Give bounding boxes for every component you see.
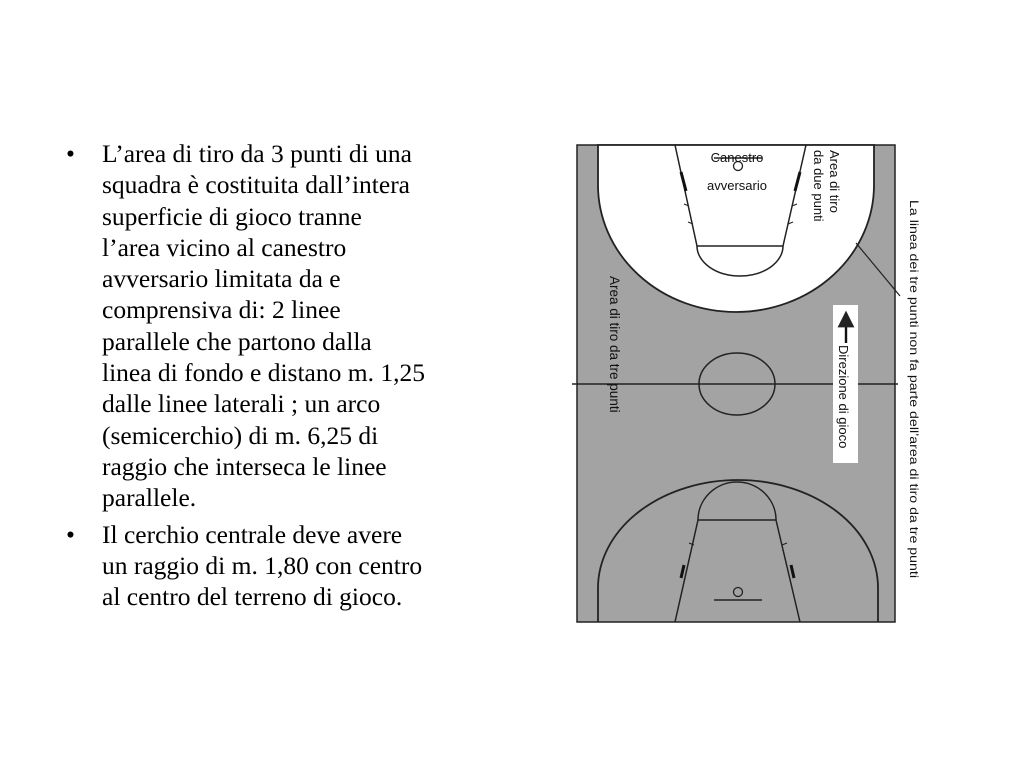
bullet-line: (semicerchio) di m. 6,25 di bbox=[102, 420, 379, 450]
bullet-line: squadra è costituita dall’intera bbox=[102, 170, 411, 200]
bullet-line: comprensiva di: 2 linee bbox=[102, 295, 341, 325]
label-linea-tre-punti: La linea dei tre punti non fa parte dell’area di tiro da tre punti bbox=[907, 200, 920, 510]
bullet-icon: • bbox=[66, 139, 75, 168]
label-direzione: Direzione di gioco bbox=[836, 345, 851, 449]
bullet-line: parallele. bbox=[102, 483, 197, 513]
bullet-icon: • bbox=[66, 519, 75, 549]
court-diagram bbox=[568, 136, 948, 631]
bullet-line: dalle linee laterali ; un arco bbox=[102, 389, 381, 419]
bullet-list bbox=[62, 138, 507, 612]
bullet-line: raggio che interseca le linee bbox=[102, 451, 387, 481]
label-due-punti-2: da due punti bbox=[811, 150, 826, 222]
court-diagram-svg bbox=[568, 136, 948, 631]
label-due-punti-1: Area di tiro bbox=[827, 150, 842, 213]
bullet-line: al centro del terreno di gioco. bbox=[102, 582, 403, 612]
label-canestro: Canestro bbox=[710, 150, 764, 165]
bullet-line: avversario limitata da e bbox=[102, 264, 341, 294]
bullet-line: superficie di gioco tranne bbox=[102, 201, 362, 231]
bullet-line: Il cerchio centrale deve avere bbox=[102, 519, 403, 549]
bullet-item-1 bbox=[62, 138, 507, 514]
label-tre-punti: Area di tiro da tre punti bbox=[607, 276, 622, 413]
bullet-line: L’area di tiro da 3 punti di una bbox=[102, 139, 412, 168]
slide-body-text bbox=[62, 138, 507, 617]
bullet-line: l’area vicino al canestro bbox=[102, 232, 347, 262]
bullet-line: linea di fondo e distano m. 1,25 bbox=[102, 358, 425, 388]
bullet-item-2 bbox=[62, 519, 507, 613]
bullet-line: un raggio di m. 1,80 con centro bbox=[102, 550, 423, 580]
bullet-line: parallele che partono dalla bbox=[102, 326, 372, 356]
label-avversario: avversario bbox=[707, 178, 767, 193]
hoop-bottom bbox=[734, 588, 743, 597]
